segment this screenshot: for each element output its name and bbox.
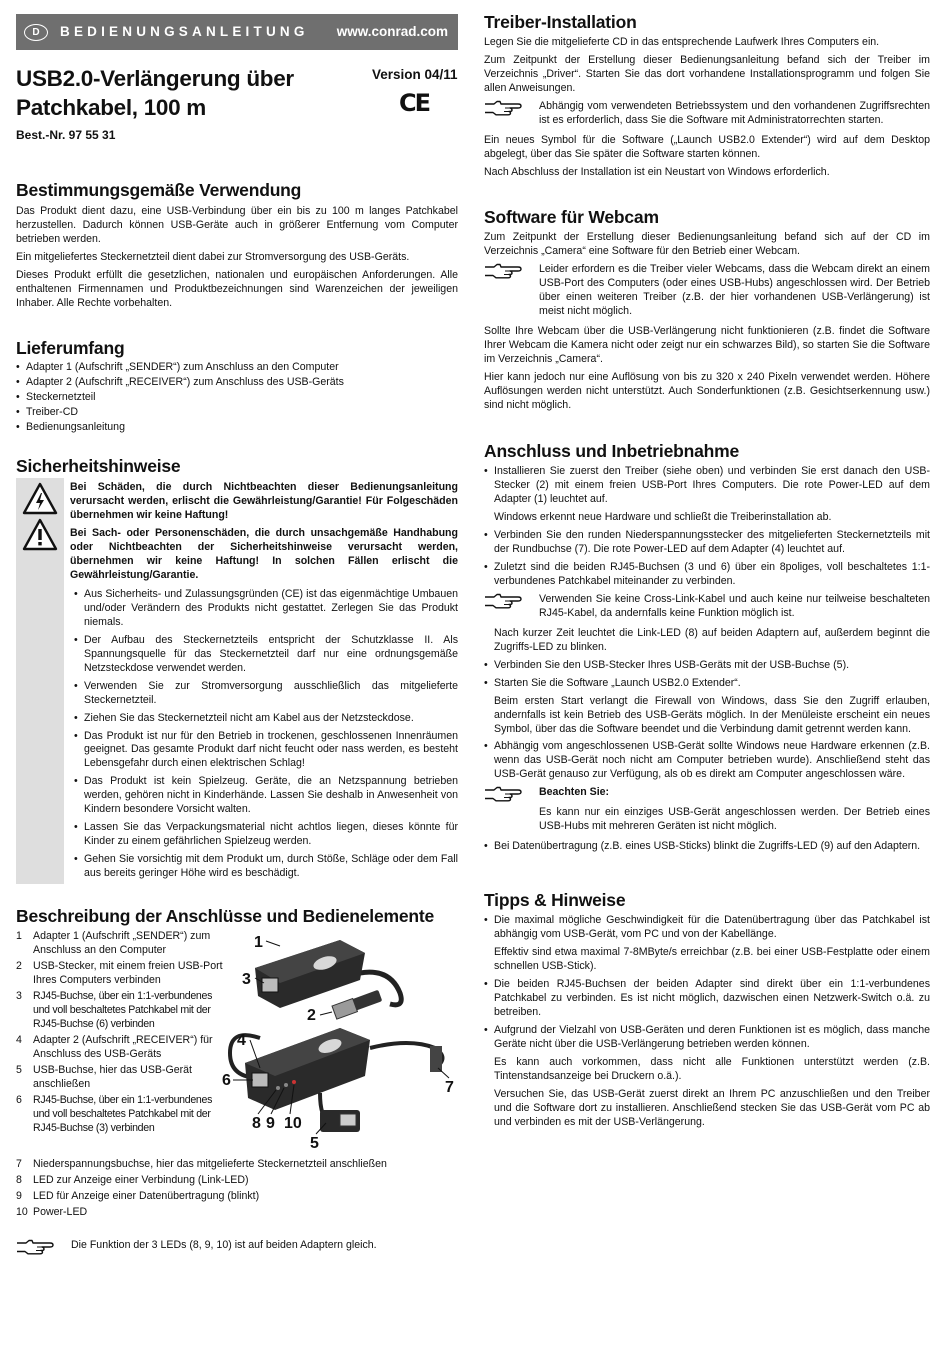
pointing-hand-icon [484,263,522,279]
list-item: 5 USB-Buchse, hier das USB-Gerät anschließen [16,1063,192,1090]
list-item: 7 Niederspannungsbuchse, hier das mitgelieferte Steckernetzteil anschließen [16,1158,387,1170]
section-anschluss: • Installieren Sie zuerst den Treiber (siehe oben) und verbinden Sie erst danach den USB-Stecker (2) mit einem freien USB-Port Ihres Computers. Die rote Power-LED auf dem Adapter (1) leuchtet auf. Windows erkennt neue Hardware und schließt die Treiberinstallation ab. • Verbinden Sie den runden Niederspannungsstecker des mitgelieferten Steckernetzteils mit der Rundbuchse (7). Die rote Power-LED auf dem Adapter (4) leuchtet auf. • Zuletzt sind die beiden RJ45-Buchsen (3 und 6) über ein 8poliges, voll beschaltetes 1:1-verbundenes Patchkabel miteinander zu verbinden. Verwenden Sie keine Cross-Link-Kabel und auch keine nur teilweise beschalteten RJ45-Kabel, da andernfalls keine Funktion möglich ist. Nach kurzer Zeit leuchtet die Link-LED (8) auf beiden Adaptern auf, außerdem beginnt die Zugriffs-LED zu blinken. • Verbinden Sie den USB-Stecker Ihres USB-Geräts mit der USB-Buchse (5). • Starten Sie die Software „Launch USB2.0 Extender“. Beim ersten Start verlangt die Firewall von Windows, dass Sie den Zugriff erlauben, andernfalls ist kein Betrieb des USB-Geräts möglich. In der Menüleiste erscheint ein neues Symbol, über das die Software beendet und die Verbindung damit getrennt werden kann. • Abhängig vom angeschlossenen USB-Gerät sollte Windows neue Hardware erkennen (z.B. wenn das USB-Gerät noch nicht am Computer betrieben wurde). Anschließend steht das USB-Gerät genauso zur Verfügung, als ob es direkt am Computer angeschlossen wäre. Beachten Sie: Es kann nur ein einziges USB-Gerät angeschlossen werden. Der Betrieb eines USB-Hubs mit mehreren Geräten ist nicht möglich. • Bei Datenübertragung (z.B. eines USB-Sticks) blinkt die Zugriffs-LED (9) auf den Adaptern. [484,465,930,858]
header-url: www.conrad.com [336,24,448,40]
list-item: 9 LED für Anzeige einer Datenübertragung (blinkt) [16,1189,260,1202]
fig-label-9: 9 [266,1115,275,1132]
version-label: Version 04/11 [372,67,458,82]
document-title: USB2.0-Verlängerung über Patchkabel, 100 m [16,66,294,120]
warning-text: Bei Schäden, die durch Nichtbeachten dieser Bedienungsanleitung verursacht werden, erlischt die Gewährleistung/Garantie! Für Folgeschäden übernehmen wir keine Haftung! [70,481,458,521]
note-webcam: Leider erfordern es die Treiber vieler Webcams, dass die Webcam direkt an einem USB-Port des Computers (oder eines USB-Hubs) angeschlossen wird. Der Betrieb über einen weiteren Treiber (z.B. der hier vorhandenen USB-Verlängerung) ist meist nicht möglich. [484,263,930,319]
note-leds: Die Funktion der 3 LEDs (8, 9, 10) ist auf beiden Adaptern gleich. [16,1235,458,1259]
pointing-hand-icon [16,1239,54,1255]
pointing-hand-icon [484,100,522,116]
fig-label-6: 6 [222,1072,231,1089]
section-lieferumfang [16,361,458,436]
heading-treiber: Treiber-Installation [484,12,637,32]
section-treiber: Legen Sie die mitgelieferte CD in das entsprechende Laufwerk Ihres Computers ein. Zum Zeitpunkt der Erstellung dieser Bedienungsanleitung befand sich der Treiber im Verzeichnis „Driver“. Starten Sie das dort vorhandene Installationsprogramm und folgen Sie allen Anweisungen. Abhängig vom verwendeten Betriebssystem und den vorhandenen Zugriffsrechten ist es erforderlich, dass Sie die Software mit Administratorrechten starten. Ein neues Symbol für die Software („Launch USB2.0 Extender“) wird auf dem Desktop abgelegt, über das Sie später die Software starten können. Nach Abschluss der Installation ist ein Neustart von Windows erforderlich. [484,36,930,178]
note-treiber: Abhängig vom verwendeten Betriebssystem und den vorhandenen Zugriffsrechten ist es erforderlich, dass Sie die Software mit Administratorrechten starten. [484,100,930,128]
pointing-hand-icon [484,593,522,609]
list-item: • Aufgrund der Vielzahl von USB-Geräten und deren Funktionen ist es möglich, dass manche Geräte nicht über die USB-Verlängerung betrieben werden können. [484,1024,930,1052]
list-item: 10 Power-LED [16,1205,88,1218]
fig-label-5: 5 [310,1135,319,1152]
list-item: • Adapter 1 (Aufschrift „SENDER“) zum Anschluss an den Computer [16,361,458,375]
note-crosslink: Verwenden Sie keine Cross-Link-Kabel und auch keine nur teilweise beschalteten RJ45-Kabel, da andernfalls keine Funktion möglich ist. [484,593,930,621]
section-beschreibung-cont [16,1158,458,1222]
list-item: • Lassen Sie das Verpackungsmaterial nicht achtlos liegen, dieses könnte für Kinder zu einem gefährlichen Spielzeug werden. [74,821,458,849]
list-item: • Aus Sicherheits- und Zulassungsgründen (CE) ist das eigenmächtige Umbauen und/oder Verändern des Produkts nicht gestattet. Zerlegen Sie das Produkt niemals. [74,588,458,630]
list-item: • Steckernetzteil [16,391,458,405]
device-illustration [220,928,460,1156]
section-sicherheit [70,481,458,885]
section-verwendung: Das Produkt dient dazu, eine USB-Verbindung über ein bis zu 100 m langes Patchkabel herzustellen. Dadurch können USB-Geräte auch in größerer Entfernung vom Computer betrieben werden. Ein mitgeliefertes Steckernetzteil dient dabei zur Stromversorgung des USB-Geräts. Dieses Produkt erfüllt die gesetzlichen, nationalen und europäischen Anforderungen. Alle enthaltenen Firmennamen und Produktbezeichnungen sind Warenzeichen der jeweiligen Inhaber. Alle Rechte vorbehalten. [16,205,458,309]
list-item: • Installieren Sie zuerst den Treiber (siehe oben) und verbinden Sie erst danach den USB-Stecker (2) mit einem freien USB-Port Ihres Computers. Die rote Power-LED auf dem Adapter (1) leuchtet auf. [484,465,930,507]
country-badge: D [24,24,48,41]
fig-label-2: 2 [307,1007,316,1024]
heading-anschluss: Anschluss und Inbetriebnahme [484,441,739,461]
section-beschreibung [16,930,226,1138]
fig-label-8: 8 [252,1115,261,1132]
fig-label-7: 7 [445,1079,454,1096]
section-tipps: • Die maximal mögliche Geschwindigkeit für die Datenübertragung über das Patchkabel ist abhängig vom USB-Gerät, vom PC und von der Kabellänge. Effektiv sind etwa maximal 7-8MByte/s erreichbar (z.B. bei einer USB-Festplatte oder einem schnellen USB-Stick). • Die beiden RJ45-Buchsen der beiden Adapter sind direkt über ein 1:1-verbundenes Patchkabel zu verbinden. Es ist nicht möglich, dazwischen einen Netzwerk-Switch o.ä. zu betreiben. • Aufgrund der Vielzahl von USB-Geräten und deren Funktionen ist es möglich, dass manche Geräte nicht über die USB-Verlängerung betrieben werden können. Es kann auch vorkommen, dass nicht alle Funktionen unterstützt werden (z.B. Tintenstandsanzeige bei Druckern o.ä.). Versuchen Sie, das USB-Gerät zuerst direkt an Ihrem PC anzuschließen und den Treiber und die Software dort zu installieren. Anschließend stecken Sie das USB-Gerät vom PC ab und verbinden es mit der USB-Verlängerung. [484,914,930,1134]
order-number: Best.-Nr. 97 55 31 [16,128,116,142]
list-item: 1 Adapter 1 (Aufschrift „SENDER“) zum Anschluss an den Computer [16,930,211,956]
list-item: 8 LED zur Anzeige einer Verbindung (Link-LED) [16,1173,249,1186]
list-item: • Das Produkt ist nur für den Betrieb in trockenen, geschlossenen Innenräumen geeignet. Das gesamte Produkt darf nicht feucht oder nass werden, es besteht Lebensgefahr durch einen elektrischen Schlag! [74,730,458,772]
electric-warning-icon [22,482,58,516]
list-item: • Der Aufbau des Steckernetzteils entspricht der Schutzklasse II. Als Spannungsquelle für das Steckernetzteil darf nur eine ordnungsgemäße Netzsteckdose verwendet werden. [74,634,458,676]
list-item: • Bedienungsanleitung [16,421,458,435]
heading-lieferumfang: Lieferumfang [16,338,125,358]
list-item: 4 Adapter 2 (Aufschrift „RECEIVER“) für Anschluss des USB-Geräts [16,1033,213,1060]
list-item: • Die maximal mögliche Geschwindigkeit für die Datenübertragung über das Patchkabel ist abhängig vom USB-Gerät, vom PC und von der Kabellänge. [484,914,930,942]
list-item: • Verbinden Sie den USB-Stecker Ihres USB-Geräts mit der USB-Buchse (5). [484,659,930,673]
fig-label-1: 1 [254,934,263,951]
list-item: 6 RJ45-Buchse, über ein 1:1-verbundenes und voll beschaltetes Patchkabel mit der RJ45-Buchse (3) verbinden [16,1093,213,1134]
fig-label-3: 3 [242,971,251,988]
section-webcam: Zum Zeitpunkt der Erstellung dieser Bedienungsanleitung befand sich auf der CD im Verzeichnis „Camera“ eine Software für den Betrieb einer Webcam. Leider erfordern es die Treiber vieler Webcams, dass die Webcam direkt an einem USB-Port des Computers (oder eines USB-Hubs) angeschlossen wird. Der Betrieb über einen weiteren Treiber (z.B. der hier vorhandenen USB-Verlängerung) ist meist nicht möglich. Sollte Ihre Webcam über die USB-Verlängerung nicht funktionieren (z.B. findet die Software Ihrer Webcam die Kamera nicht oder zeigt nur ein schwarzes Bild), so starten Sie die Software im Verzeichnis „Camera“. Hier kann jedoch nur eine Auflösung von bis zu 320 x 240 Pixeln verwendet werden. Höhere Auflösungen werden nicht unterstützt. Auch Sonderfunktionen (z.B. Gesichtserkennung usw.) sind nicht möglich. [484,231,930,411]
list-item: 3 RJ45-Buchse, über ein 1:1-verbundenes und voll beschaltetes Patchkabel mit der RJ45-Buchse (6) verbinden [16,989,213,1030]
header-title: BEDIENUNGSANLEITUNG [60,24,309,40]
warning-text: Bei Sach- oder Personenschäden, die durch unsachgemäße Handhabung oder Nichtbeachten der Sicherheitshinweise verursacht werden, übernehmen wir keine Haftung! In solchen Fällen erlischt die Gewährleistung/Garantie. [70,526,458,581]
list-item: • Adapter 2 (Aufschrift „RECEIVER“) zum Anschluss des USB-Geräts [16,376,458,390]
list-item: • Gehen Sie vorsichtig mit dem Produkt um, durch Stöße, Schläge oder dem Fall aus bereits geringer Höhe wird es beschädigt. [74,853,458,881]
list-item: • Verwenden Sie zur Stromversorgung ausschließlich das mitgelieferte Steckernetzteil. [74,680,458,708]
fig-label-4: 4 [237,1032,246,1049]
heading-webcam: Software für Webcam [484,207,659,227]
heading-verwendung: Bestimmungsgemäße Verwendung [16,180,302,200]
fig-label-10: 10 [284,1115,302,1132]
heading-sicherheit: Sicherheitshinweise [16,456,181,476]
header-banner [16,14,458,50]
heading-tipps: Tipps & Hinweise [484,890,626,910]
list-item: • Verbinden Sie den runden Niederspannungsstecker des mitgelieferten Steckernetzteils mit der Rundbuchse (7). Die rote Power-LED auf dem Adapter (4) leuchtet auf. [484,529,930,557]
list-item: • Zuletzt sind die beiden RJ45-Buchsen (3 und 6) über ein 8poliges, voll beschaltetes 1:1-verbundenes Patchkabel miteinander zu verbinden. [484,561,930,589]
list-item: • Abhängig vom angeschlossenen USB-Gerät sollte Windows neue Hardware erkennen (z.B. wenn das USB-Gerät noch nicht am Computer betrieben wurde). Anschließend steht das USB-Gerät genauso zur Verfügung, als ob es direkt am Computer angeschlossen wäre. [484,740,930,782]
pointing-hand-icon [484,786,522,802]
list-item: • Treiber-CD [16,406,458,420]
exclamation-warning-icon [22,518,58,552]
ce-mark: CE [399,89,430,117]
list-item: • Die beiden RJ45-Buchsen der beiden Adapter sind direkt über ein 1:1-verbundenes Patchkabel zu verbinden. Es ist nicht möglich, dazwischen einen Netzwerk-Switch o.ä. zu betreiben. [484,978,930,1020]
list-item: • Starten Sie die Software „Launch USB2.0 Extender“. [484,677,930,691]
list-item: 2 USB-Stecker, mit einem freien USB-Port Ihres Computers verbinden [16,959,223,986]
list-item: • Ziehen Sie das Steckernetzteil nicht am Kabel aus der Netzsteckdose. [74,712,458,726]
heading-beschreibung: Beschreibung der Anschlüsse und Bedienelemente [16,906,435,926]
list-item: • Das Produkt ist kein Spielzeug. Geräte, die an Netzspannung betrieben werden, gehören nicht in Kinderhände. Lassen Sie deshalb in Anwesenheit von Kindern besondere Vorsicht walten. [74,775,458,817]
note-beachten: Beachten Sie: Es kann nur ein einziges USB-Gerät angeschlossen werden. Der Betrieb eines USB-Hubs mit mehreren Geräten ist nicht möglich. [484,786,930,834]
list-item: • Bei Datenübertragung (z.B. eines USB-Sticks) blinkt die Zugriffs-LED (9) auf den Adaptern. [484,840,930,854]
